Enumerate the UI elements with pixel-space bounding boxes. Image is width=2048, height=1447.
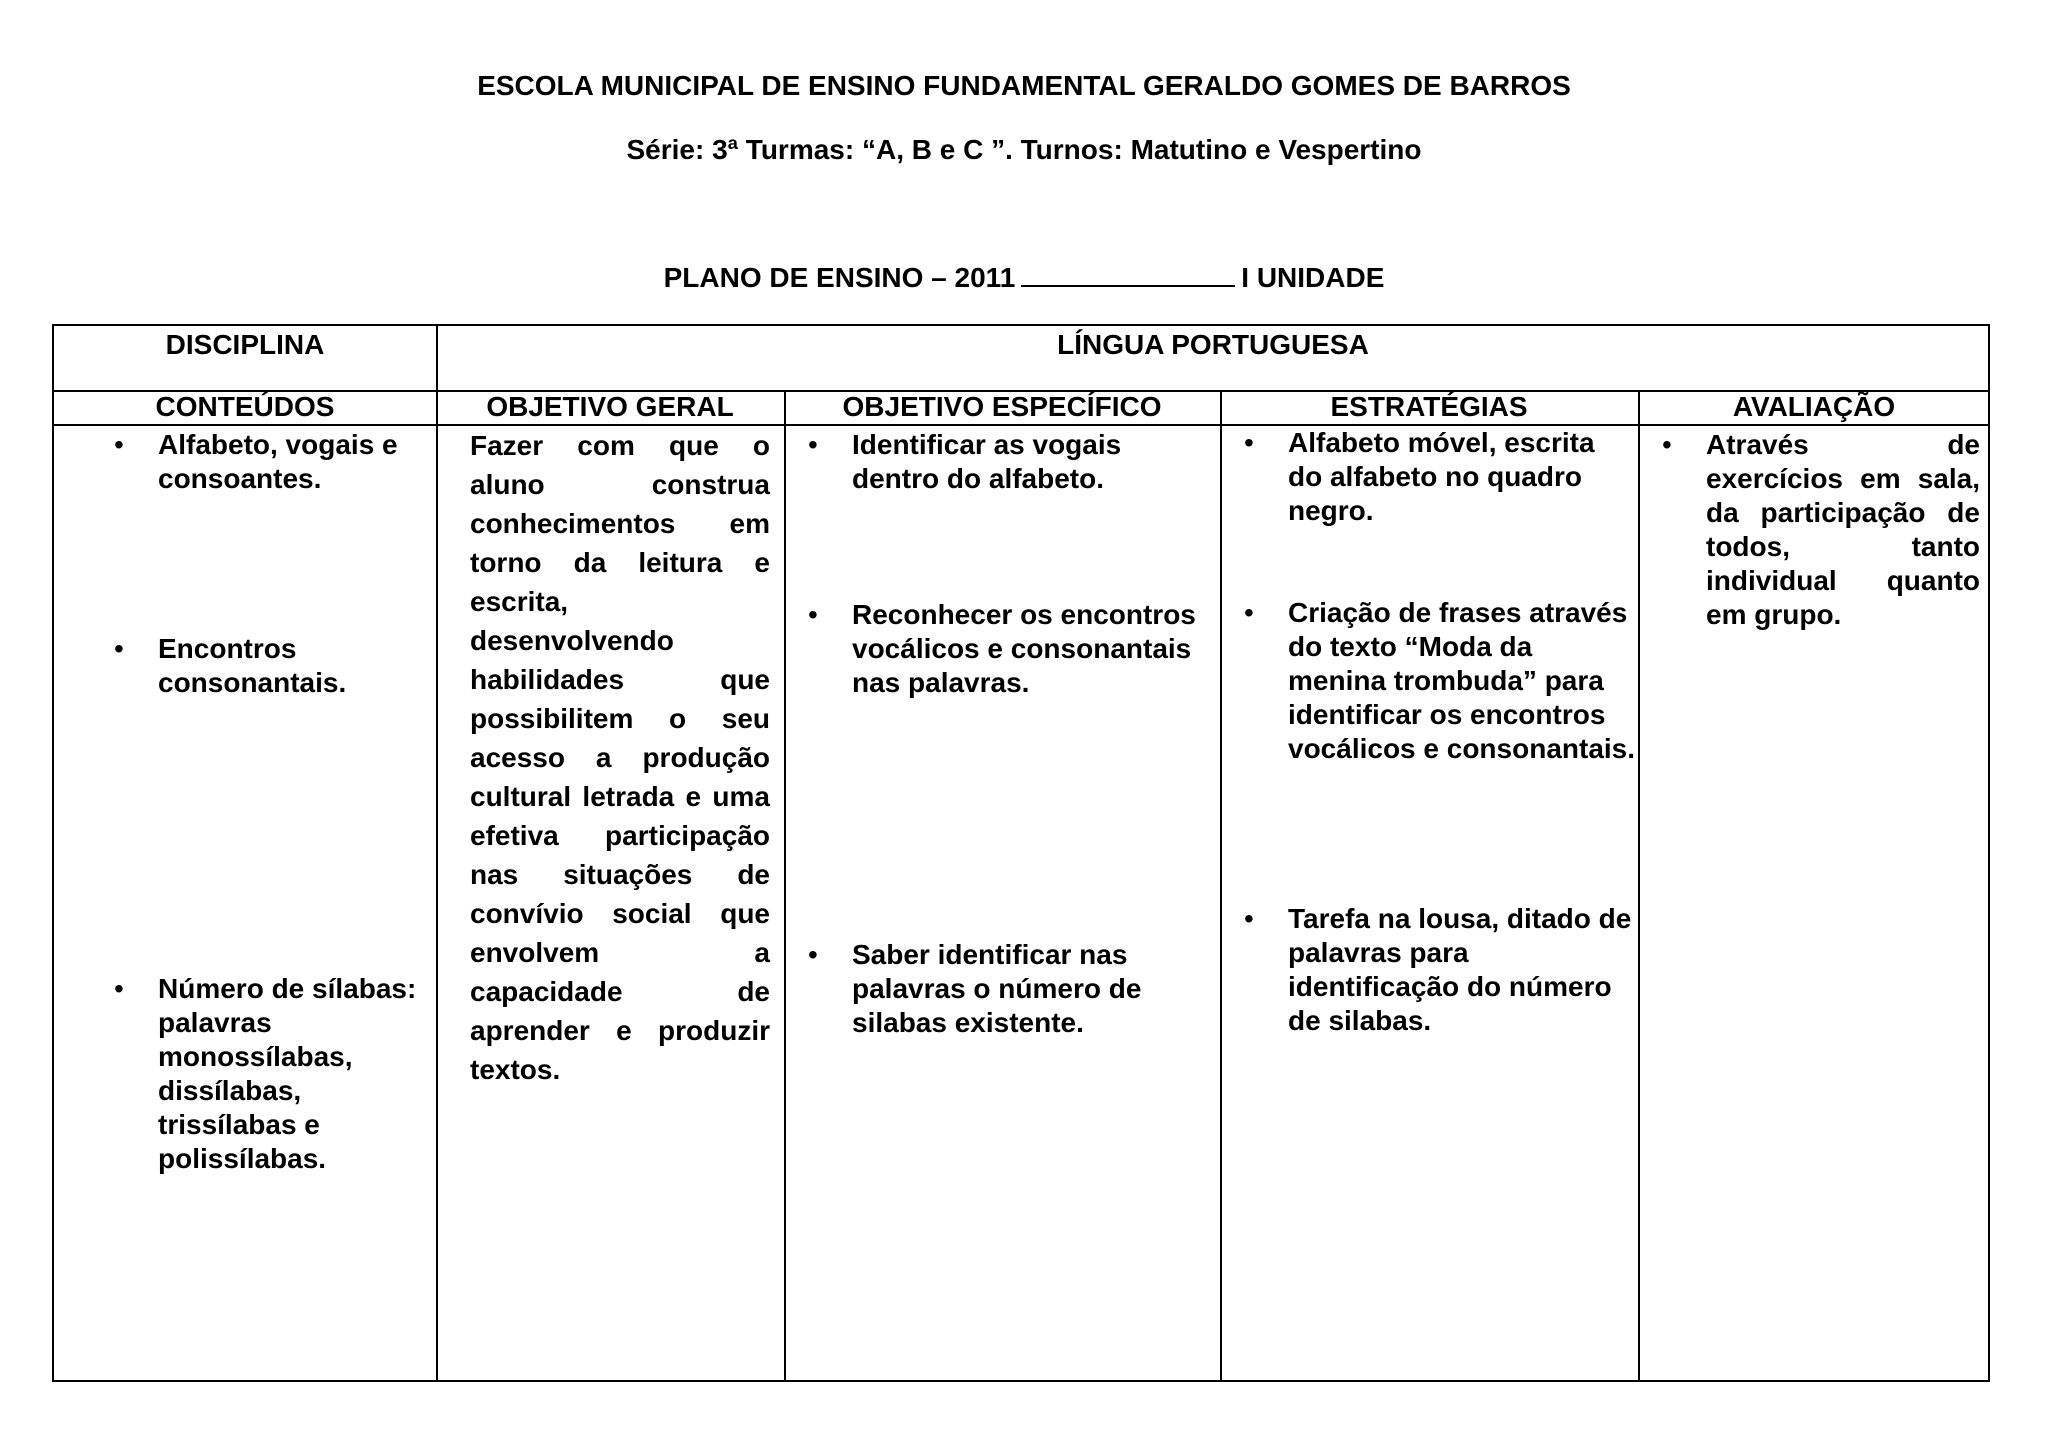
col-objetivo-especifico (800, 428, 1214, 1040)
col-header-conteudos: CONTEÚDOS (155, 391, 335, 422)
plan-unit: I UNIDADE (1241, 262, 1385, 293)
col-divider (436, 326, 438, 1380)
col-estrategias (1236, 426, 1636, 1038)
col-divider (1220, 390, 1222, 1380)
col-header-estrategias: ESTRATÉGIAS (1330, 391, 1528, 422)
estrategia-item: • Alfabeto móvel, escrita do alfabeto no quadro negro. (1236, 426, 1636, 528)
col-header-avaliacao: AVALIAÇÃO (1732, 391, 1896, 422)
avaliacao-item: • Através de exercícios em sala, da participação de todos, tanto individual quanto em grupo. (1654, 428, 1980, 632)
col-header-objetivo-especifico: OBJETIVO ESPECÍFICO (842, 391, 1162, 422)
blank-line (1021, 263, 1235, 287)
conteudo-item: • Alfabeto, vogais e consoantes. (106, 428, 426, 496)
col-header-objetivo-geral: OBJETIVO GERAL (486, 391, 734, 422)
conteudo-item: • Número de sílabas: palavras monossílabas, dissílabas, trissílabas e polissílabas. (106, 972, 426, 1176)
col-conteudos (106, 428, 426, 1176)
estrategia-item: • Criação de frases através do texto “Moda da menina trombuda” para identificar os encontros vocálicos e consonantais. (1236, 596, 1636, 766)
plan-title-text: PLANO DE ENSINO – 2011 (663, 262, 1016, 293)
col-divider (1638, 390, 1640, 1380)
row-divider (54, 424, 1988, 426)
objetivo-geral-text: Fazer com que o aluno construa conhecimentos em torno da leitura e escrita, desenvolvendo habilidades que possibilitem o seu acesso a produção cultural letrada e uma efetiva participação nas situações de convívio social que envolvem a capacidade de aprender e produzir textos. (470, 430, 770, 1085)
objetivo-especifico-item: • Saber identificar nas palavras o número de silabas existente. (800, 938, 1214, 1040)
plan-title (0, 262, 2048, 294)
teaching-plan-table (52, 324, 1990, 1382)
disciplina-label: DISCIPLINA (165, 329, 325, 360)
disciplina-value: LÍNGUA PORTUGUESA (1057, 329, 1369, 360)
col-divider (784, 390, 786, 1380)
class-info: Série: 3ª Turmas: “A, B e C ”. Turnos: Matutino e Vespertino (626, 134, 1422, 165)
school-name: ESCOLA MUNICIPAL DE ENSINO FUNDAMENTAL GERALDO GOMES DE BARROS (477, 70, 1571, 101)
conteudo-item: • Encontros consonantais. (106, 632, 426, 700)
objetivo-especifico-item: • Reconhecer os encontros vocálicos e consonantais nas palavras. (800, 598, 1214, 700)
estrategia-item: • Tarefa na lousa, ditado de palavras para identificação do número de silabas. (1236, 902, 1636, 1038)
col-avaliacao (1654, 428, 1980, 632)
objetivo-especifico-item: • Identificar as vogais dentro do alfabeto. (800, 428, 1214, 496)
